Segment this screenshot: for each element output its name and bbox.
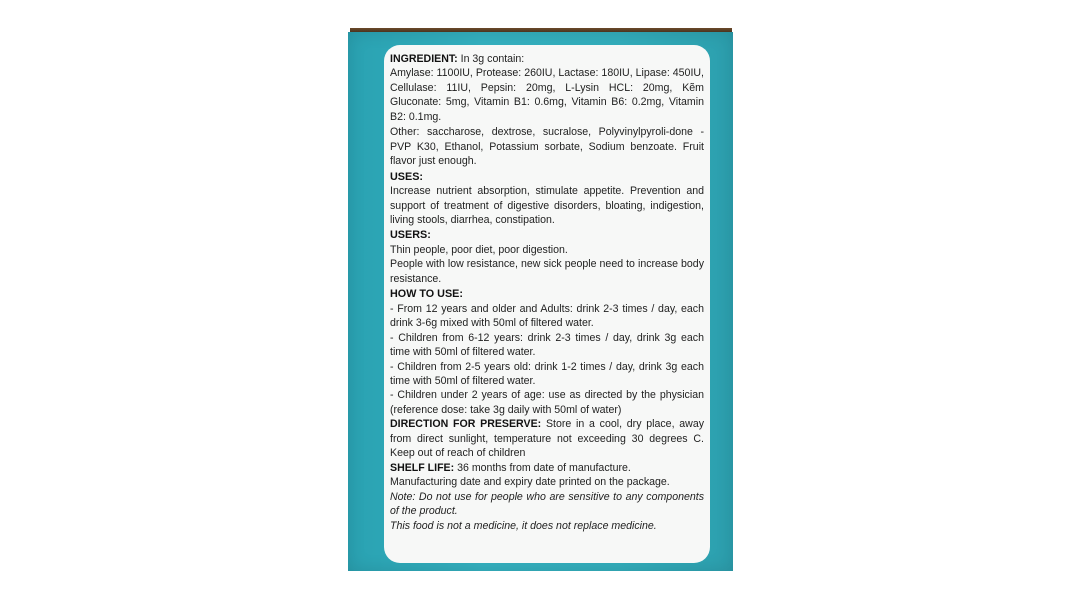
uses-heading: USES: xyxy=(390,170,423,183)
ingredient-heading: INGREDIENT: xyxy=(390,53,458,65)
note-not-medicine: This food is not a medicine, it does not replace medicine. xyxy=(390,519,657,532)
how-to-use-item-3: - Children from 2-5 years old: drink 1-2 times / day, drink 3g each time with 50ml of filtered water. xyxy=(390,360,704,387)
shelf-life-text: 36 months from date of manufacture. xyxy=(457,461,631,474)
how-to-use-heading: HOW TO USE: xyxy=(390,288,463,301)
how-to-use-item-1: - From 12 years and older and Adults: drink 2-3 times / day, each drink 3-6g mixed with 50ml of filtered water. xyxy=(390,302,704,330)
users-line-1: Thin people, poor diet, poor digestion. xyxy=(390,243,568,256)
shelf-life-line xyxy=(390,461,704,475)
how-to-use-item-2: - Children from 6-12 years: drink 2-3 times / day, drink 3g each time with 50ml of filtered water. xyxy=(390,331,704,359)
ingredient-label xyxy=(384,45,710,563)
ingredient-intro: In 3g contain: xyxy=(460,53,525,65)
shelf-life-heading: SHELF LIFE: xyxy=(390,461,455,474)
ingredient-list: Amylase: 1100IU, Protease: 260IU, Lactase: 180IU, Lipase: 450IU, Cellulase: 11IU, Pepsin: 20mg, L-Lysin HCL: 20mg, Kẽm Gluconate: 5mg, Vitamin B1: 0.6mg, Vitamin B6: 0.2mg, Vitamin B2: 0.1mg. xyxy=(390,67,704,123)
preserve-heading: DIRECTION FOR PRESERVE: xyxy=(390,418,542,431)
note-sensitivity: Note: Do not use for people who are sensitive to any components of the product. xyxy=(390,490,704,518)
users-heading: USERS: xyxy=(390,229,431,242)
how-to-use-item-4: - Children under 2 years of age: use as directed by the physician (reference dose: take 3g daily with 50ml of water) xyxy=(390,389,704,416)
shelf-life-dates: Manufacturing date and expiry date printed on the package. xyxy=(390,476,670,489)
preserve-text: Store in a cool, dry place, away from direct sunlight, temperature not exceeding 30 degrees C. Keep out of reach of children xyxy=(390,418,705,460)
ingredient-intro-line xyxy=(390,52,704,66)
other-ingredients: Other: saccharose, dextrose, sucralose, Polyvinylpyroli-done - PVP K30, Ethanol, Potassium sorbate, Sodium benzoate. Fruit flavor just enough. xyxy=(390,126,704,168)
users-line-2: People with low resistance, new sick people need to increase body resistance. xyxy=(390,258,704,285)
uses-text: Increase nutrient absorption, stimulate appetite. Prevention and support of treatment of digestive disorders, bloating, indigestion, living stools, diarrhea, constipation. xyxy=(390,185,704,226)
preserve-line xyxy=(390,417,704,460)
